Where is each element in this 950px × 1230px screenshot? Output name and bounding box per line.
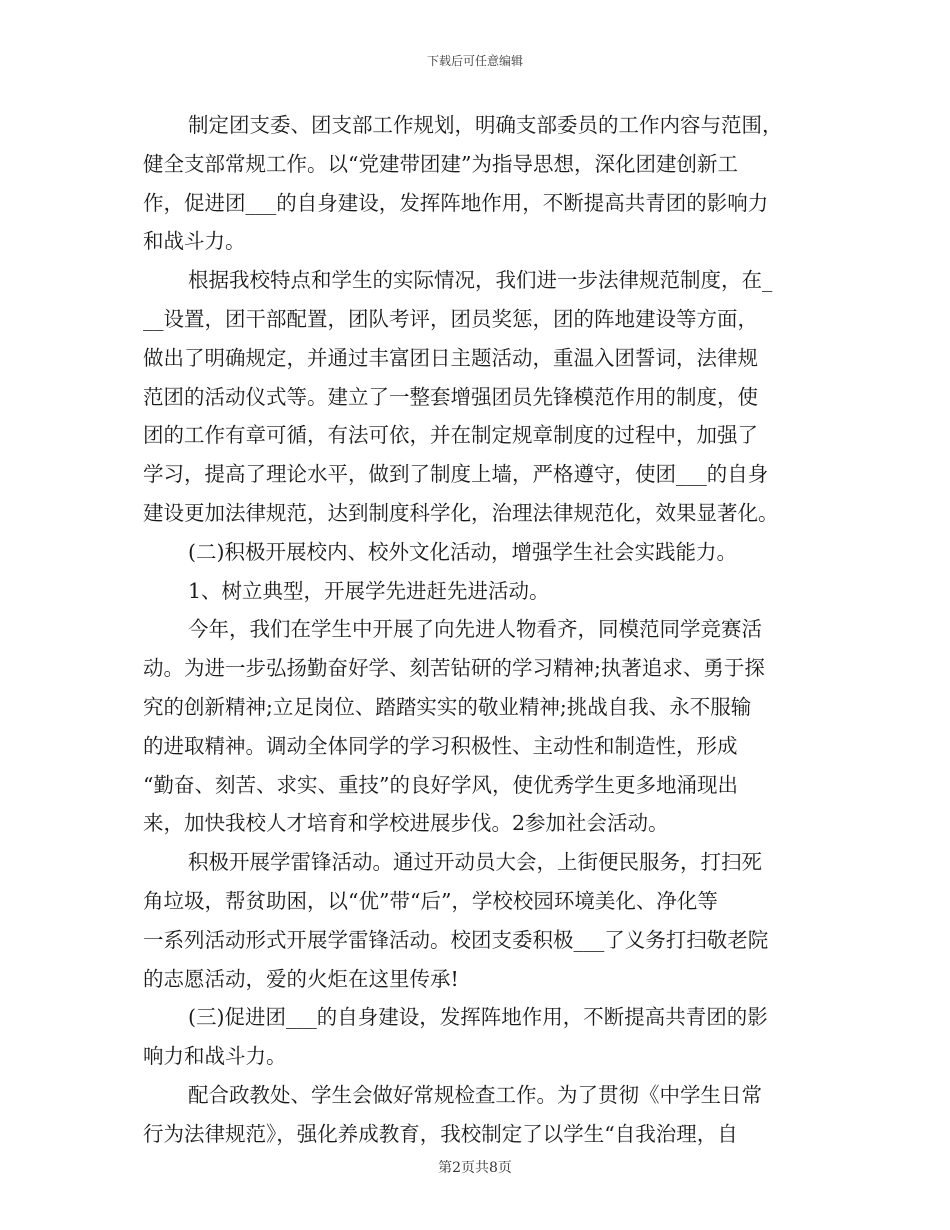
text-line: 配合政教处、学生会做好常规检查工作。为了贯彻《中学生日常 [188, 1082, 762, 1107]
text-line: 建设更加法律规范，达到制度科学化，治理法律规范化，效果显著化。 [143, 500, 779, 525]
page-footer: 第2页共8页 [438, 1160, 512, 1176]
text-line: 健全支部常规工作。以“党建带团建”为指导思想，深化团建创新工 [143, 151, 738, 176]
text-line: 范团的活动仪式等。建立了一整套增强团员先锋模范作用的制度，使 [143, 384, 758, 409]
text-line: 积极开展学雷锋活动。通过开动员大会，上街便民服务，打扫死 [188, 850, 762, 875]
document-body [143, 106, 808, 1154]
text-line: 行为法律规范》，强化养成教育，我校制定了以学生“自我治理，自 [143, 1121, 738, 1146]
text-line: 作，促进团___的自身建设，发挥阵地作用，不断提高共青团的影响力 [143, 190, 769, 215]
text-line: (三)促进团___的自身建设，发挥阵地作用，不断提高共青团的影 [188, 1005, 768, 1030]
text-line: 今年，我们在学生中开展了向先进人物看齐，同模范同学竞赛活 [188, 617, 762, 642]
page-header: 下载后可任意编辑 [426, 54, 523, 68]
text-line: “勤奋、刻苦、求实、重技”的良好学风，使优秀学生更多地涌现出 [143, 772, 738, 797]
text-line: 学习，提高了理论水平，做到了制度上墙，严格遵守，使团___的自身 [143, 462, 769, 487]
text-line: 的志愿活动，爱的火炬在这里传承! [143, 966, 459, 991]
text-line: 动。为进一步弘扬勤奋好学、刻苦钻研的学习精神;执著追求、勇于探 [143, 656, 765, 681]
text-line: 响力和战斗力。 [143, 1044, 287, 1069]
text-line: 制定团支委、团支部工作规划，明确支部委员的工作内容与范围， [188, 113, 783, 137]
text-line: 究的创新精神;立足岗位、踏踏实实的敬业精神;挑战自我、永不服输 [143, 694, 752, 719]
text-line: 来，加快我校人才培育和学校进展步伐。2参加社会活动。 [143, 811, 669, 836]
text-line: (二)积极开展校内、校外文化活动，增强学生社会实践能力。 [188, 539, 737, 564]
text-line: 的进取精神。调动全体同学的学习积极性、主动性和制造性，形成 [143, 733, 738, 758]
text-line: __设置，团干部配置，团队考评，团员奖惩，团的阵地建设等方面， [143, 306, 758, 331]
text-line: 做出了明确规定，并通过丰富团日主题活动，重温入团誓词，法律规 [143, 345, 758, 370]
text-line: 一系列活动形式开展学雷锋活动。校团支委积极___了义务打扫敬老院 [143, 927, 769, 952]
text-line: 1、树立典型，开展学先进赶先进活动。 [188, 578, 550, 603]
text-line: 和战斗力。 [143, 229, 246, 254]
text-line: 角垃圾，帮贫助困，以“优”带“后”，学校校园环境美化、净化等 [143, 888, 718, 913]
text-line: 根据我校特点和学生的实际情况，我们进一步法律规范制度，在_ [188, 268, 773, 293]
text-line: 团的工作有章可循，有法可依，并在制定规章制度的过程中，加强了 [143, 423, 758, 448]
